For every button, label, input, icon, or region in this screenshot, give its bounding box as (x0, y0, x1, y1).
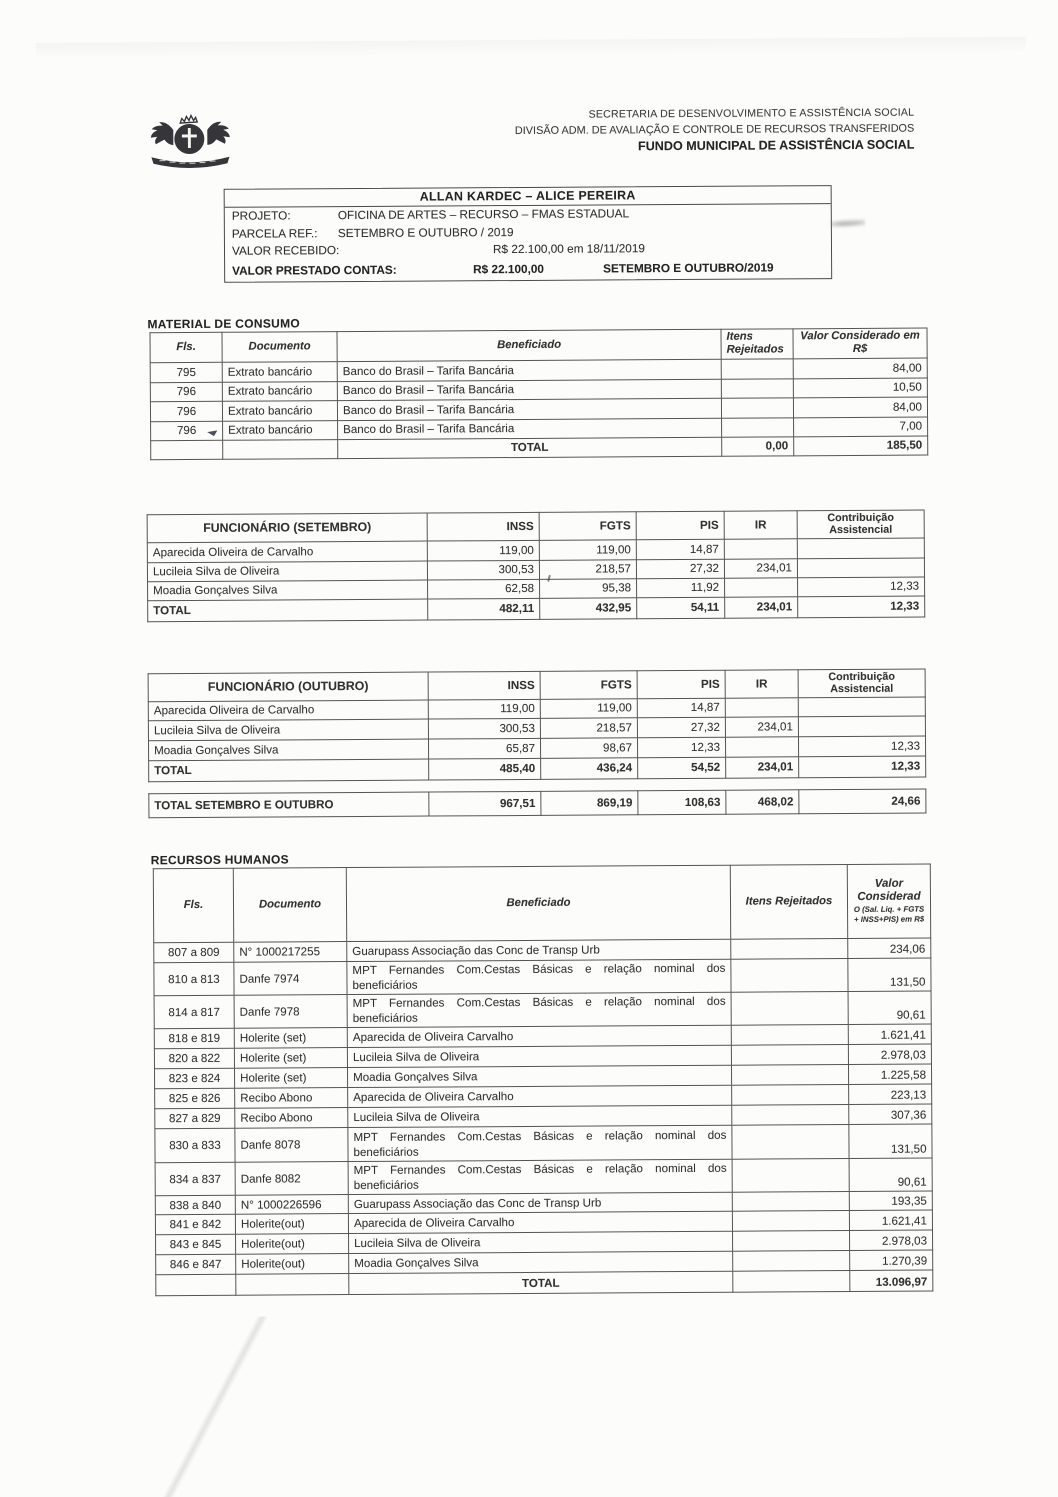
valor-cell: 90,61 (849, 1158, 932, 1192)
col-header-contribuicao: Contribuição Assistencial (797, 510, 924, 539)
valor-cell: 131,50 (849, 1124, 932, 1159)
col-header-fls: Fls. (153, 868, 233, 942)
ir-cell (725, 698, 798, 717)
beneficiado-cell: Lucileia Silva de Oliveira (349, 1232, 733, 1254)
employee-name-cell: Moadia Gonçalves Silva (148, 580, 428, 601)
documento-cell: Holerite(out) (235, 1214, 348, 1235)
valor-cell: 2.978,03 (848, 1044, 931, 1065)
rejeitados-cell (731, 959, 848, 993)
pis-total-cell: 54,11 (637, 597, 725, 619)
col-header-inss: INSS (428, 671, 540, 699)
total-label-cell: TOTAL (148, 599, 428, 622)
col-header-ir: IR (725, 670, 798, 698)
beneficiado-cell: Lucileia Silva de Oliveira (347, 1045, 731, 1067)
rejeitados-cell (732, 1159, 849, 1193)
fgts-cell: 98,67 (540, 738, 637, 759)
table-row (154, 958, 931, 996)
beneficiado-cell: Moadia Gonçalves Silva (349, 1252, 733, 1274)
rejeitados-cell (721, 358, 793, 378)
fls-cell: 796 (151, 421, 223, 440)
field-value: R$ 22.100,00 (473, 261, 545, 276)
fls-cell: 838 a 840 (155, 1196, 235, 1215)
table-row (154, 991, 931, 1029)
ir-cell (725, 578, 798, 597)
beneficiado-cell: Banco do Brasil – Tarifa Bancária (338, 418, 722, 439)
col-header-funcionario: FUNCIONÁRIO (OUTUBRO) (148, 672, 428, 702)
field-extra: SETEMBRO E OUTUBRO/2019 (603, 259, 774, 275)
project-entity-title: ALLAN KARDEC – ALICE PEREIRA (225, 186, 831, 208)
table-row (155, 1158, 932, 1196)
field-label: PROJETO: (231, 208, 291, 223)
valor-cell: 1.621,41 (849, 1210, 932, 1231)
valor-cell: 223,13 (849, 1084, 932, 1105)
col-header-itens-rejeitados: Itens Rejeitados (721, 329, 793, 359)
fgts-cell: 218,57 (540, 718, 637, 739)
col-header-fls: Fls. (150, 332, 222, 362)
table-header-row (150, 328, 927, 362)
section-title-rh: RECURSOS HUMANOS (150, 852, 289, 868)
inss-cell: 119,00 (428, 699, 540, 719)
valor-cell: 234,06 (848, 938, 931, 959)
rejeitados-cell (732, 1125, 849, 1160)
grand-total-table (148, 789, 926, 819)
fgts-cell: 95,38 (540, 579, 637, 599)
rejeitados-cell (721, 378, 793, 397)
contribuicao-cell (797, 538, 924, 559)
documento-cell: Holerite (set) (235, 1068, 348, 1089)
contribuicao-grand-total-cell: 24,66 (799, 789, 926, 814)
empty-cell (223, 439, 338, 459)
documento-cell: Danfe 7978 (234, 995, 347, 1029)
documento-cell: Danfe 8082 (235, 1162, 348, 1196)
total-valor-cell: 13.096,97 (850, 1270, 933, 1292)
documento-cell: N° 1000226596 (235, 1195, 348, 1215)
pis-cell: 27,32 (636, 559, 724, 579)
col-header-documento: Documento (222, 332, 337, 362)
col-header-pis: PIS (637, 670, 725, 698)
material-consumo-table (150, 328, 929, 460)
table-row (155, 1124, 932, 1163)
fgts-cell: 119,00 (540, 699, 637, 719)
pis-cell: 11,92 (637, 578, 725, 598)
inss-total-cell: 482,11 (428, 598, 540, 620)
total-rejeitados-cell: 0,00 (722, 436, 794, 455)
rejeitados-cell (732, 1211, 849, 1232)
contribuicao-cell: 12,33 (798, 736, 925, 757)
col-header-pis: PIS (636, 511, 724, 539)
col-header-itens-rejeitados: Itens Rejeitados (730, 865, 847, 940)
fls-cell: 823 e 824 (155, 1069, 235, 1089)
valor-cell: 1.621,41 (848, 1024, 931, 1045)
col-header-ir: IR (724, 511, 797, 539)
total-row (149, 756, 926, 782)
total-row (148, 596, 925, 622)
fls-cell: 830 a 833 (155, 1128, 235, 1162)
rejeitados-cell (733, 1251, 850, 1272)
inss-grand-total-cell: 967,51 (429, 791, 541, 816)
documento-cell: N° 1000217255 (234, 942, 347, 963)
scan-artifact-band (36, 37, 1026, 59)
ir-cell: 234,01 (725, 717, 798, 737)
documento-cell: Danfe 8078 (235, 1128, 348, 1163)
beneficiado-cell: Banco do Brasil – Tarifa Bancária (337, 359, 721, 381)
total-valor-cell: 185,50 (794, 436, 928, 456)
beneficiado-cell: Aparecida de Oliveira Carvalho (348, 1085, 732, 1107)
field-value: SETEMBRO E OUTUBRO / 2019 (337, 224, 514, 240)
field-label: PARCELA REF.: (231, 225, 318, 241)
documento-cell: Recibo Abono (235, 1088, 348, 1109)
fgts-total-cell: 432,95 (540, 598, 637, 620)
grand-total-label-cell: TOTAL SETEMBRO E OUTUBRO (149, 792, 429, 818)
fls-cell: 796 (150, 382, 222, 401)
empty-cell (151, 440, 223, 459)
grand-total-row (149, 789, 926, 818)
documento-cell: Recibo Abono (235, 1108, 348, 1129)
ir-cell: 234,01 (724, 559, 797, 578)
contribuicao-cell (798, 716, 925, 737)
employee-name-cell: Lucileia Silva de Oliveira (147, 561, 427, 582)
field-value: R$ 22.100,00 em 18/11/2019 (492, 241, 645, 257)
rejeitados-cell (722, 417, 794, 436)
documento-cell: Holerite(out) (236, 1254, 349, 1275)
fls-cell: 834 a 837 (155, 1162, 235, 1196)
col-header-contribuicao: Contribuição Assistencial (798, 669, 925, 698)
valor-cell: 131,50 (848, 958, 931, 992)
inss-cell: 62,58 (428, 579, 540, 599)
fls-cell: 820 a 822 (154, 1049, 234, 1069)
valor-header-main: Valor Considerad (857, 877, 921, 904)
inss-cell: 300,53 (428, 718, 540, 739)
contribuicao-cell (797, 558, 924, 578)
col-header-fgts: FGTS (539, 512, 636, 540)
valor-cell: 90,61 (848, 991, 931, 1025)
fls-cell: 818 e 819 (154, 1029, 234, 1049)
beneficiado-cell: Lucileia Silva de Oliveira (348, 1105, 732, 1127)
col-header-fgts: FGTS (540, 671, 637, 699)
beneficiado-cell: MPT Fernandes Com.Cestas Básicas e relação nominal dos beneficiários (347, 992, 731, 1027)
documento-cell: Extrato bancário (222, 381, 337, 401)
recursos-humanos-table (153, 863, 934, 1296)
fls-cell: 841 e 842 (155, 1215, 235, 1235)
pis-cell: 12,33 (637, 737, 725, 758)
section-title-material: MATERIAL DE CONSUMO (147, 316, 301, 332)
valor-cell: 84,00 (793, 358, 927, 379)
beneficiado-cell: Banco do Brasil – Tarifa Bancária (337, 379, 721, 400)
table-header-row (153, 864, 930, 943)
col-header-documento: Documento (233, 868, 346, 943)
col-header-inss: INSS (427, 512, 539, 540)
fls-cell: 846 e 847 (156, 1255, 236, 1275)
col-header-beneficiado: Beneficiado (346, 865, 730, 941)
ir-grand-total-cell: 468,02 (726, 790, 799, 814)
rejeitados-cell (732, 1085, 849, 1106)
field-label: VALOR RECEBIDO: (231, 243, 340, 258)
beneficiado-cell: Banco do Brasil – Tarifa Bancária (337, 398, 721, 420)
inss-cell: 300,53 (427, 560, 539, 580)
fls-cell: 843 e 845 (156, 1235, 236, 1255)
project-row-valor-prestado (225, 257, 831, 282)
col-header-funcionario: FUNCIONÁRIO (SETEMBRO) (147, 513, 427, 543)
documento-cell: Holerite (set) (234, 1028, 347, 1049)
documento-cell: Extrato bancário (222, 361, 337, 382)
valor-header-sub: O (Sal. Liq. + FGTS + INSS+PIS) em R$ (853, 904, 925, 925)
rejeitados-cell (731, 1045, 848, 1066)
fls-cell: 827 a 829 (155, 1108, 235, 1128)
empty-cell (733, 1271, 850, 1293)
fls-cell: 810 a 813 (154, 962, 234, 996)
empty-cell (236, 1274, 349, 1296)
total-label-cell: TOTAL (338, 437, 722, 458)
beneficiado-cell: MPT Fernandes Com.Cestas Básicas e relação nominal dos beneficiários (348, 1159, 732, 1194)
beneficiado-cell: MPT Fernandes Com.Cestas Básicas e relação nominal dos beneficiários (347, 959, 731, 994)
fls-cell: 825 e 826 (155, 1088, 235, 1108)
ir-cell (724, 539, 797, 559)
ir-cell (725, 737, 798, 757)
inss-cell: 65,87 (428, 738, 540, 759)
ir-total-cell: 234,01 (725, 597, 798, 618)
rejeitados-cell (731, 992, 848, 1026)
rejeitados-cell (733, 1231, 850, 1252)
empty-cell (156, 1275, 236, 1296)
org-line-divisao: DIVISÃO ADM. DE AVALIAÇÃO E CONTROLE DE RECURSOS TRANSFERIDOS (514, 122, 915, 138)
documento-cell: Extrato bancário (223, 420, 338, 440)
col-header-valor: Valor Considerado em R$ (793, 328, 927, 358)
rejeitados-cell (731, 939, 848, 960)
rejeitados-cell (721, 397, 793, 417)
employee-name-cell: Lucileia Silva de Oliveira (148, 719, 428, 741)
inss-total-cell: 485,40 (429, 758, 541, 780)
documento-cell: Holerite(out) (236, 1234, 349, 1255)
total-label-cell: TOTAL (149, 759, 429, 782)
valor-cell: 1.270,39 (850, 1250, 933, 1271)
field-value: OFICINA DE ARTES – RECURSO – FMAS ESTADUAL (337, 206, 630, 223)
org-line-fundo: FUNDO MUNICIPAL DE ASSISTÊNCIA SOCIAL (637, 137, 915, 154)
beneficiado-cell: MPT Fernandes Com.Cestas Básicas e relação nominal dos beneficiários (348, 1125, 732, 1161)
beneficiado-cell: Aparecida de Oliveira Carvalho (347, 1025, 731, 1047)
fgts-total-cell: 436,24 (541, 758, 638, 780)
pis-cell: 14,87 (637, 698, 725, 718)
rejeitados-cell (732, 1192, 849, 1212)
documento-cell: Danfe 7974 (234, 962, 347, 996)
col-header-beneficiado: Beneficiado (337, 329, 721, 361)
pis-cell: 27,32 (637, 717, 725, 738)
employee-name-cell: Aparecida Oliveira de Carvalho (148, 700, 428, 721)
beneficiado-cell: Moadia Gonçalves Silva (347, 1065, 731, 1087)
fls-cell: 814 a 817 (154, 995, 234, 1029)
valor-cell: 10,50 (793, 378, 927, 398)
pis-cell: 14,87 (636, 539, 724, 560)
funcionario-outubro-table (148, 669, 927, 783)
fgts-cell: 119,00 (539, 540, 636, 561)
valor-cell: 307,36 (849, 1104, 932, 1125)
total-label-cell: TOTAL (349, 1272, 733, 1295)
project-info-box (224, 185, 833, 282)
documento-cell: Extrato bancário (222, 400, 337, 421)
pis-total-cell: 54,52 (638, 757, 726, 779)
coat-of-arms-logo (144, 112, 236, 175)
documento-cell: Holerite (set) (234, 1048, 347, 1069)
employee-name-cell: Aparecida Oliveira de Carvalho (147, 541, 427, 563)
fgts-cell: 218,57 (539, 560, 636, 580)
inss-cell: 119,00 (427, 540, 539, 561)
beneficiado-cell: Aparecida de Oliveira Carvalho (348, 1212, 732, 1234)
total-row (156, 1270, 933, 1296)
fls-cell: 807 a 809 (154, 942, 234, 962)
scan-crease (59, 1316, 370, 1497)
fls-cell: 796 (150, 401, 222, 421)
contribuicao-total-cell: 12,33 (799, 756, 926, 778)
rejeitados-cell (731, 1025, 848, 1046)
fgts-grand-total-cell: 869,19 (541, 791, 638, 816)
pis-grand-total-cell: 108,63 (638, 790, 726, 815)
valor-cell: 193,35 (849, 1191, 932, 1211)
total-row (151, 436, 928, 460)
contribuicao-cell (798, 697, 925, 717)
valor-cell: 84,00 (793, 397, 927, 418)
contribuicao-cell: 12,33 (798, 577, 925, 597)
valor-cell: 2.978,03 (850, 1230, 933, 1251)
col-header-valor-considerado (847, 864, 930, 939)
field-label: VALOR PRESTADO CONTAS: (232, 262, 397, 278)
valor-cell: 7,00 (794, 417, 928, 437)
rejeitados-cell (732, 1105, 849, 1126)
scan-smudge (831, 219, 865, 228)
org-line-secretaria: SECRETARIA DE DESENVOLVIMENTO E ASSISTÊNCIA SOCIAL (588, 106, 915, 121)
contribuicao-total-cell: 12,33 (798, 596, 925, 618)
rejeitados-cell (731, 1065, 848, 1086)
beneficiado-cell: Guarupass Associação das Conc de Transp Urb (348, 1193, 732, 1214)
funcionario-setembro-table (147, 510, 926, 623)
fls-cell: 795 (150, 362, 222, 382)
valor-cell: 1.225,58 (848, 1064, 931, 1085)
letterhead (515, 107, 915, 154)
ir-total-cell: 234,01 (726, 757, 799, 778)
employee-name-cell: Moadia Gonçalves Silva (148, 739, 428, 761)
beneficiado-cell: Guarupass Associação das Conc de Transp Urb (347, 939, 731, 961)
